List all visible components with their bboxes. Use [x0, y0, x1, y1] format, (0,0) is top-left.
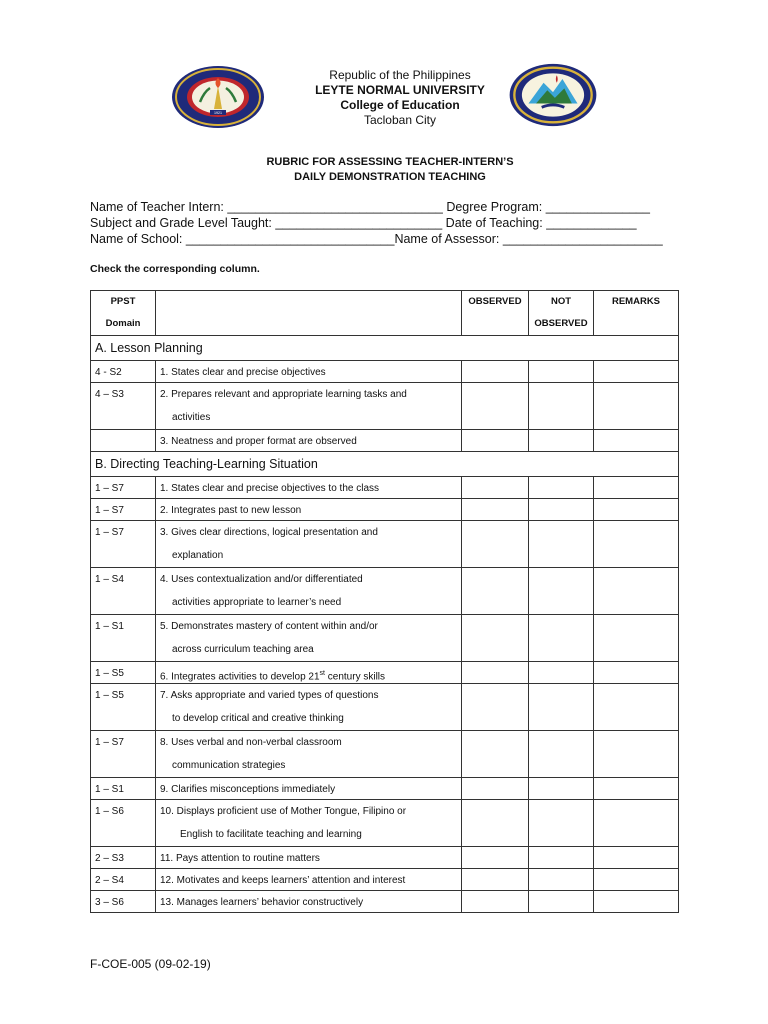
- table-row: [91, 568, 679, 615]
- not-observed-check-cell[interactable]: [529, 869, 594, 891]
- observed-check-cell[interactable]: [462, 731, 529, 778]
- criterion-cell: 11. Pays attention to routine matters: [156, 847, 462, 869]
- not-observed-check-cell[interactable]: [529, 521, 594, 568]
- college-name: College of Education: [340, 98, 460, 112]
- section-b-row: [91, 452, 679, 477]
- table-header-row: [91, 291, 679, 336]
- ppst-domain-cell: 1 – S1: [91, 778, 156, 800]
- criterion-cell: 3. Gives clear directions, logical presentation and explanation: [156, 521, 462, 568]
- ppst-domain-cell: [91, 430, 156, 452]
- info-row-1: [90, 199, 690, 215]
- table-row: [91, 521, 679, 568]
- ppst-domain-header: PPST Domain: [91, 291, 156, 336]
- observed-check-cell[interactable]: [462, 568, 529, 615]
- not-observed-check-cell[interactable]: [529, 847, 594, 869]
- ppst-domain-cell: 3 – S6: [91, 891, 156, 913]
- section-a-title: A. Lesson Planning: [91, 336, 679, 361]
- criterion-cell: 10. Displays proficient use of Mother Tongue, Filipino or English to facilitate teaching and learning: [156, 800, 462, 847]
- remarks-cell[interactable]: [594, 731, 679, 778]
- school-name-label: Name of School:: [90, 232, 186, 246]
- observed-check-cell[interactable]: [462, 847, 529, 869]
- remarks-cell[interactable]: [594, 477, 679, 499]
- table-row: [91, 477, 679, 499]
- observed-header: OBSERVED: [462, 291, 529, 336]
- criterion-cell: 3. Neatness and proper format are observed: [156, 430, 462, 452]
- criterion-cell: 9. Clarifies misconceptions immediately: [156, 778, 462, 800]
- not-observed-check-cell[interactable]: [529, 430, 594, 452]
- criterion-cell: 6. Integrates activities to develop 21st century skills: [156, 662, 462, 684]
- criteria-header: [156, 291, 462, 336]
- svg-text:1921: 1921: [214, 111, 222, 115]
- not-observed-check-cell[interactable]: [529, 477, 594, 499]
- table-row: [91, 662, 679, 684]
- not-observed-check-cell[interactable]: [529, 499, 594, 521]
- teacher-intern-label: Name of Teacher Intern:: [90, 200, 228, 214]
- remarks-cell[interactable]: [594, 383, 679, 430]
- remarks-cell[interactable]: [594, 430, 679, 452]
- not-observed-header: NOT OBSERVED: [529, 291, 594, 336]
- observed-check-cell[interactable]: [462, 869, 529, 891]
- observed-check-cell[interactable]: [462, 477, 529, 499]
- table-row: [91, 847, 679, 869]
- university-name: LEYTE NORMAL UNIVERSITY: [315, 83, 485, 97]
- table-row: [91, 800, 679, 847]
- ppst-domain-cell: 2 – S3: [91, 847, 156, 869]
- table-row: [91, 361, 679, 383]
- not-observed-check-cell[interactable]: [529, 361, 594, 383]
- criterion-cell: 5. Demonstrates mastery of content within and/or across curriculum teaching area: [156, 615, 462, 662]
- observed-check-cell[interactable]: [462, 684, 529, 731]
- observed-check-cell[interactable]: [462, 800, 529, 847]
- rubric-table: [90, 290, 679, 913]
- not-observed-check-cell[interactable]: [529, 615, 594, 662]
- criterion-cell: 13. Manages learners’ behavior constructively: [156, 891, 462, 913]
- remarks-cell[interactable]: [594, 662, 679, 684]
- degree-program-label: Degree Program:: [442, 200, 546, 214]
- form-code: F-COE-005 (09-02-19): [90, 957, 211, 971]
- table-row: [91, 499, 679, 521]
- lnu-seal-icon: [170, 64, 266, 130]
- document-title: [190, 155, 590, 185]
- observed-check-cell[interactable]: [462, 662, 529, 684]
- section-b-title: B. Directing Teaching-Learning Situation: [91, 452, 679, 477]
- observed-check-cell[interactable]: [462, 778, 529, 800]
- remarks-cell[interactable]: [594, 499, 679, 521]
- ppst-domain-cell: 1 – S7: [91, 499, 156, 521]
- not-observed-check-cell[interactable]: [529, 800, 594, 847]
- observed-check-cell[interactable]: [462, 615, 529, 662]
- criterion-cell: 7. Asks appropriate and varied types of questions to develop critical and creative thinking: [156, 684, 462, 731]
- not-observed-check-cell[interactable]: [529, 684, 594, 731]
- observed-check-cell[interactable]: [462, 499, 529, 521]
- ppst-domain-cell: 1 – S7: [91, 521, 156, 568]
- remarks-cell[interactable]: [594, 778, 679, 800]
- criterion-cell: 12. Motivates and keeps learners’ attention and interest: [156, 869, 462, 891]
- assessor-name-field[interactable]: _______________________: [502, 232, 663, 246]
- observed-check-cell[interactable]: [462, 430, 529, 452]
- ppst-domain-cell: 2 – S4: [91, 869, 156, 891]
- info-row-2: [90, 215, 690, 231]
- remarks-cell[interactable]: [594, 521, 679, 568]
- ppst-domain-cell: 1 – S1: [91, 615, 156, 662]
- date-teaching-label: Date of Teaching:: [442, 216, 547, 230]
- observed-check-cell[interactable]: [462, 383, 529, 430]
- assessor-name-label: Name of Assessor:: [394, 232, 503, 246]
- remarks-header: REMARKS: [594, 291, 679, 336]
- remarks-cell[interactable]: [594, 847, 679, 869]
- criterion-cell: 1. States clear and precise objectives: [156, 361, 462, 383]
- table-row: [91, 731, 679, 778]
- school-name-field[interactable]: ______________________________: [185, 232, 395, 246]
- observed-check-cell[interactable]: [462, 521, 529, 568]
- not-observed-check-cell[interactable]: [529, 778, 594, 800]
- observed-check-cell[interactable]: [462, 361, 529, 383]
- ppst-domain-cell: 1 – S7: [91, 731, 156, 778]
- table-row: [91, 615, 679, 662]
- city-name: Tacloban City: [363, 113, 437, 127]
- subject-grade-label: Subject and Grade Level Taught:: [90, 216, 276, 230]
- criterion-cell: 2. Prepares relevant and appropriate learning tasks and activities: [156, 383, 462, 430]
- not-observed-check-cell[interactable]: [529, 731, 594, 778]
- instruction-text: Check the corresponding column.: [90, 263, 260, 275]
- remarks-cell[interactable]: [594, 361, 679, 383]
- ppst-domain-cell: 1 – S7: [91, 477, 156, 499]
- teacher-intern-field[interactable]: _______________________________: [227, 200, 443, 214]
- observed-check-cell[interactable]: [462, 891, 529, 913]
- table-row: [91, 383, 679, 430]
- criterion-cell: 1. States clear and precise objectives to the class: [156, 477, 462, 499]
- table-row: [91, 869, 679, 891]
- table-row: [91, 891, 679, 913]
- ppst-domain-cell: 4 – S3: [91, 383, 156, 430]
- remarks-cell[interactable]: [594, 615, 679, 662]
- criterion-cell: 2. Integrates past to new lesson: [156, 499, 462, 521]
- title-line-1: RUBRIC FOR ASSESSING TEACHER-INTERN’S: [266, 156, 514, 168]
- ppst-domain-cell: 1 – S4: [91, 568, 156, 615]
- ppst-domain-cell: 4 - S2: [91, 361, 156, 383]
- subject-grade-field[interactable]: ________________________: [275, 216, 443, 230]
- criterion-cell: 4. Uses contextualization and/or differentiated activities appropriate to learner’s need: [156, 568, 462, 615]
- not-observed-check-cell[interactable]: [529, 662, 594, 684]
- table-row: [91, 778, 679, 800]
- section-a-row: [91, 336, 679, 361]
- remarks-cell[interactable]: [594, 891, 679, 913]
- not-observed-check-cell[interactable]: [529, 891, 594, 913]
- ppst-domain-cell: 1 – S6: [91, 800, 156, 847]
- degree-program-field[interactable]: _______________: [545, 200, 650, 214]
- remarks-cell[interactable]: [594, 568, 679, 615]
- ppst-domain-cell: 1 – S5: [91, 662, 156, 684]
- table-row: [91, 684, 679, 731]
- criterion-cell: 8. Uses verbal and non-verbal classroom communication strategies: [156, 731, 462, 778]
- not-observed-check-cell[interactable]: [529, 383, 594, 430]
- date-teaching-field[interactable]: _____________: [546, 216, 637, 230]
- institution-header: [260, 68, 540, 128]
- title-line-2: DAILY DEMONSTRATION TEACHING: [294, 171, 486, 183]
- remarks-cell[interactable]: [594, 869, 679, 891]
- ppst-domain-cell: 1 – S5: [91, 684, 156, 731]
- table-row: [91, 430, 679, 452]
- republic-line: Republic of the Philippines: [329, 68, 471, 82]
- info-row-3: [90, 231, 690, 247]
- not-observed-check-cell[interactable]: [529, 568, 594, 615]
- remarks-cell[interactable]: [594, 684, 679, 731]
- remarks-cell[interactable]: [594, 800, 679, 847]
